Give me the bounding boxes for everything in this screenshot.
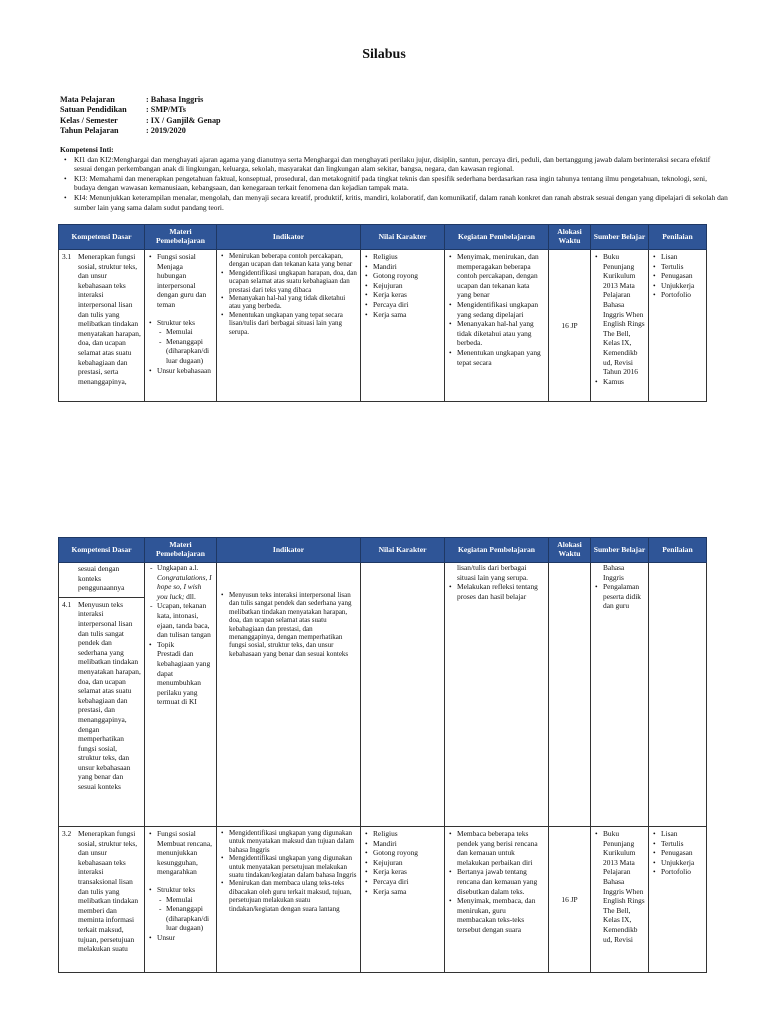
penilaian-item: • Tertulis	[661, 839, 703, 849]
indikator-cell	[217, 563, 361, 827]
kd-text: Menyusun teks interaksi interpersonal lisan dan tulis sangat pendek dan sederhana yang melibatkan tindakan menyatakan harapan, doa, dan ucapan selamat atas suatu kebahagiaan dan prestasi, dan menanggapinya, dengan memperhatikan fungsi sosial, struktur teks, dan unsur kebahasaan yang benar dan sesuai konteks	[78, 599, 141, 792]
ki-item: • KI1 dan KI2:Menghargai dan menghayati ajaran agama yang dianutnya serta Menghargai dan menghayati perilaku jujur, disiplin, santun, percaya diri, peduli, dan bertanggung jawab dalam berinteraksi secara efektif sesuai dengan perkembangan anak di lingkungan, keluarga, sekolah, masyarakat dan lingkungan alam sekitar, bangsa, negara, dan kawasan regional.	[74, 155, 730, 174]
kegiatan-item: • Menentukan ungkapan yang tepat secara	[457, 348, 545, 367]
header-kompetensi-dasar: Kompetensi Dasar	[59, 225, 145, 250]
sumber-text: Bahasa Inggris	[603, 563, 625, 582]
nilai-item: • Religius	[373, 252, 441, 262]
kd-number: 3.1	[62, 252, 72, 261]
nilai-item: • Mandiri	[373, 839, 441, 849]
kompetensi-inti	[60, 145, 730, 212]
kd-number: 3.2	[62, 829, 72, 838]
materi-cell	[145, 563, 217, 827]
header-kegiatan: Kegiatan Pembelajaran	[445, 538, 549, 563]
materi-sub: - Memulai	[166, 327, 213, 337]
materi-sub: - Menanggapi (diharapkan/di luar dugaan)	[166, 904, 213, 933]
materi-sub: - Menanggapi (diharapkan/di luar dugaan)	[166, 337, 213, 366]
kegiatan-item: • Bertanya jawab tentang rencana dan kemauan yang disebutkan dalam teks.	[457, 867, 545, 896]
nilai-item: • Kerja keras	[373, 867, 441, 877]
nilai-item: • Kejujuran	[373, 281, 441, 291]
materi-item: • Unsur	[157, 933, 213, 943]
info-key: Mata Pelajaran	[60, 95, 115, 104]
kegiatan-item: • Menanyakan hal-hal yang tidak diketahui atau yang berbeda.	[457, 319, 545, 348]
indikator-cell	[217, 827, 361, 973]
sumber-item: • Buku Penunjang Kurikulum 2013 Mata Pelajaran Bahasa Inggris When English Rings The Bell, Kelas IX, Kemendikb ud, Revisi	[603, 829, 645, 944]
materi-detail: Menjaga hubungan interpersonal dengan guru dan teman	[157, 261, 207, 309]
course-info	[60, 95, 221, 136]
info-key: Satuan Pendidikan	[60, 105, 127, 115]
info-value: : IX / Ganjil& Genap	[146, 115, 221, 125]
kegiatan-item: • Melakukan refleksi tentang proses dan hasil belajar	[457, 582, 545, 601]
nilai-cell	[361, 563, 445, 827]
nilai-item: • Percaya diri	[373, 877, 441, 887]
kegiatan-cell	[445, 563, 549, 827]
penilaian-item: • Penugasan	[661, 271, 703, 281]
materi-cell	[145, 250, 217, 402]
materi-item: • Unsur kebahasaan	[157, 366, 213, 376]
penilaian-item: • Unjukkerja	[661, 858, 703, 868]
sumber-cell	[591, 563, 649, 827]
materi-item: Fungsi sosial	[157, 829, 196, 838]
indikator-item: • Menanyakan hal-hal yang tidak diketahui atau yang berbeda.	[229, 294, 357, 311]
alokasi-cell: 16 JP	[549, 250, 591, 402]
indikator-item: • Mengidentifikasi ungkapan yang digunakan untuk menyatakan maksud dan tujuan dalam bahasa Inggris	[229, 829, 357, 854]
penilaian-item: • Unjukkerja	[661, 281, 703, 291]
header-kegiatan: Kegiatan Pembelajaran	[445, 225, 549, 250]
penilaian-item: • Tertulis	[661, 262, 703, 272]
penilaian-item: • Portofolio	[661, 290, 703, 300]
info-row	[60, 95, 221, 105]
penilaian-cell	[649, 827, 707, 973]
penilaian-cell	[649, 250, 707, 402]
nilai-cell	[361, 827, 445, 973]
materi-item: Struktur teks	[157, 317, 195, 327]
table-header-row	[59, 538, 707, 563]
header-nilai-karakter: Nilai Karakter	[361, 225, 445, 250]
header-penilaian: Penilaian	[649, 538, 707, 563]
info-value: : Bahasa Inggris	[146, 95, 204, 104]
indikator-item: • Menirukan beberapa contoh percakapan, dengan ucapan dan tekanan kata yang benar	[229, 252, 357, 269]
ki-item: • KI4: Menunjukkan keterampilan menalar, mengolah, dan menyaji secara kreatif, produktif, kritis, mandiri, kolaboratif, dan komunikatif, dalam ranah konkret dan ranah abstrak sesuai dengan yang dipelajari di sekolah dan sumber lain yang sama dalam sudut pandang teori.	[74, 193, 730, 212]
info-row	[60, 126, 221, 136]
header-materi: Materi Pemebelajaran	[145, 225, 217, 250]
header-nilai-karakter: Nilai Karakter	[361, 538, 445, 563]
header-penilaian: Penilaian	[649, 225, 707, 250]
header-indikator: Indikator	[217, 225, 361, 250]
kd-text: Menerapkan fungsi sosial, struktur teks, dan unsur kebahasaan teks interaksi interpersonal lisan dan tulis yang melibatkan tindakan menyatakan harapan, doa, dan ucapan selamat atas suatu kebahagiaan dan prestasi, serta menanggapinya,	[78, 252, 141, 386]
header-kompetensi-dasar: Kompetensi Dasar	[59, 538, 145, 563]
info-row	[60, 116, 221, 126]
sumber-cell	[591, 250, 649, 402]
materi-tail: dll.	[186, 591, 196, 601]
table-row	[59, 563, 707, 827]
indikator-item: • Menirukan dan membaca ulang teks-teks dibacakan oleh guru terkait maksud, tujuan, persetujuan melakukan suatu tindakan/kegiatan dengan suara lantang	[229, 879, 357, 913]
materi-detail: Prestadi dan kebahagiaan yang dapat menumbuhkan perilaku yang termuat di KI	[157, 649, 211, 707]
indikator-item: • Mengidentifikasi ungkapan yang digunakan untuk menyatakan persetujuan melakukan suatu tindakan/kegiatan dalam bahasa Inggris	[229, 854, 357, 879]
page-title: Silabus	[362, 47, 406, 62]
info-key: Tahun Pelajaran	[60, 125, 119, 135]
kegiatan-text: lisan/tulis dari berbagai situasi lain yang serupa.	[457, 563, 529, 582]
materi-item: Fungsi sosial	[157, 252, 196, 261]
kd-cell	[59, 563, 145, 827]
materi-example: Congratulations, I hope so, I wish you luck;	[157, 572, 212, 601]
penilaian-item: • Portofolio	[661, 867, 703, 877]
penilaian-item: • Penugasan	[661, 848, 703, 858]
kd-number: 4.1	[62, 599, 72, 609]
materi-detail: Membuat rencana, menunjukkan kesungguhan, mengarahkan	[157, 838, 212, 877]
info-row	[60, 105, 221, 115]
table-row	[59, 827, 707, 973]
info-value: : 2019/2020	[146, 125, 186, 135]
materi-item: Ungkapan a.l.	[157, 563, 199, 572]
info-value: : SMP/MTs	[146, 105, 186, 115]
materi-cell	[145, 827, 217, 973]
table-row	[59, 250, 707, 402]
kd-cell	[59, 827, 145, 973]
info-key: Kelas / Semester	[60, 115, 118, 125]
kd-cell	[59, 250, 145, 402]
materi-item: Topik	[157, 639, 175, 649]
kegiatan-item: • Membaca beberapa teks pendek yang berisi rencana dan kemauan untuk melakukan perbaikan diri	[457, 829, 545, 867]
header-materi: Materi Pemebelajaran	[145, 538, 217, 563]
materi-item: Struktur teks	[157, 884, 195, 894]
sumber-item: • Buku Penunjang Kurikulum 2013 Mata Pelajaran Bahasa Inggris When English Rings The Bell, Kelas IX, Kemendikb ud, Revisi Tahun 2016	[603, 252, 645, 377]
indikator-item: • Menentukan ungkapan yang tepat secara lisan/tulis dari berbagai situasi lain yang serupa.	[229, 311, 357, 336]
nilai-item: • Kerja keras	[373, 290, 441, 300]
nilai-item: • Percaya diri	[373, 300, 441, 310]
header-sumber-belajar: Sumber Belajar	[591, 538, 649, 563]
sumber-item: • Pengalaman peserta didik dan guru	[603, 582, 645, 611]
nilai-item: • Religius	[373, 829, 441, 839]
ki-item: • KI3: Memahami dan menerapkan pengetahuan faktual, konseptual, prosedural, dan metakognitif pada tingkat teknis dan spesifik sederhana berdasarkan rasa ingin tahunya tentang ilmu pengetahuan, teknologi, seni, budaya dengan wawasan kemanusiaan, kebangsaan, dan kenegaraan terkait fenomena dan kejadian tampak mata.	[74, 174, 730, 193]
kegiatan-item: • Menyimak, menirukan, dan memperagakan beberapa contoh percakapan, dengan ucapan dan tekanan kata yang benar	[457, 252, 545, 300]
indikator-item: • Menyusun teks interaksi interpersonal lisan dan tulis sangat pendek dan sederhana yang melibatkan tindakan menyatakan harapan, doa, dan ucapan selamat atas suatu kebahagiaan dan prestasi, dan menanggapinya, dengan memperhatikan fungsi sosial, struktur teks, dan unsur kebahasaan yang benar dan sesuai konteks	[229, 591, 357, 658]
nilai-item: • Mandiri	[373, 262, 441, 272]
materi-sub: - Memulai	[166, 895, 213, 905]
syllabus-table-2	[58, 537, 707, 973]
nilai-item: • Kerja sama	[373, 310, 441, 320]
kegiatan-item: • Menyimak, membaca, dan menirukan, guru membacakan teks-teks tersebut dengan suara	[457, 896, 545, 934]
nilai-item: • Gotong royong	[373, 848, 441, 858]
nilai-cell	[361, 250, 445, 402]
ki-heading: Kompetensi Inti:	[60, 145, 114, 154]
header-sumber-belajar: Sumber Belajar	[591, 225, 649, 250]
sumber-item: • Kamus	[603, 377, 645, 387]
syllabus-table-1	[58, 224, 707, 402]
materi-item: - Ucapan, tekanan kata, intonasi, ejaan, tanda baca, dan tulisan tangan	[157, 601, 213, 639]
kd-text: sesuai dengan konteks penggunaannya	[59, 563, 144, 598]
header-alokasi-waktu: Alokasi Waktu	[549, 225, 591, 250]
alokasi-cell	[549, 563, 591, 827]
kegiatan-cell	[445, 250, 549, 402]
kegiatan-cell	[445, 827, 549, 973]
kd-text: Menerapkan fungsi sosial, struktur teks, dan unsur kebahasaan teks interaksi transaksional lisan dan tulis yang melibatkan tindakan memberi dan meminta informasi terkait maksud, tujuan, persetujuan melakukan suatu	[78, 829, 139, 954]
header-alokasi-waktu: Alokasi Waktu	[549, 538, 591, 563]
penilaian-item: • Lisan	[661, 829, 703, 839]
sumber-cell	[591, 827, 649, 973]
header-indikator: Indikator	[217, 538, 361, 563]
alokasi-cell: 16 JP	[549, 827, 591, 973]
table-header-row	[59, 225, 707, 250]
indikator-cell	[217, 250, 361, 402]
penilaian-item: • Lisan	[661, 252, 703, 262]
nilai-item: • Gotong royong	[373, 271, 441, 281]
kegiatan-item: • Mengidentifikasi ungkapan yang sedang dipelajari	[457, 300, 545, 319]
nilai-item: • Kerja sama	[373, 887, 441, 897]
indikator-item: • Mengidentifikasi ungkapan harapan, doa, dan ucapan selamat atas suatu kebahagiaan dan prestasi dari teks yang dibaca	[229, 269, 357, 294]
nilai-item: • Kejujuran	[373, 858, 441, 868]
penilaian-cell	[649, 563, 707, 827]
